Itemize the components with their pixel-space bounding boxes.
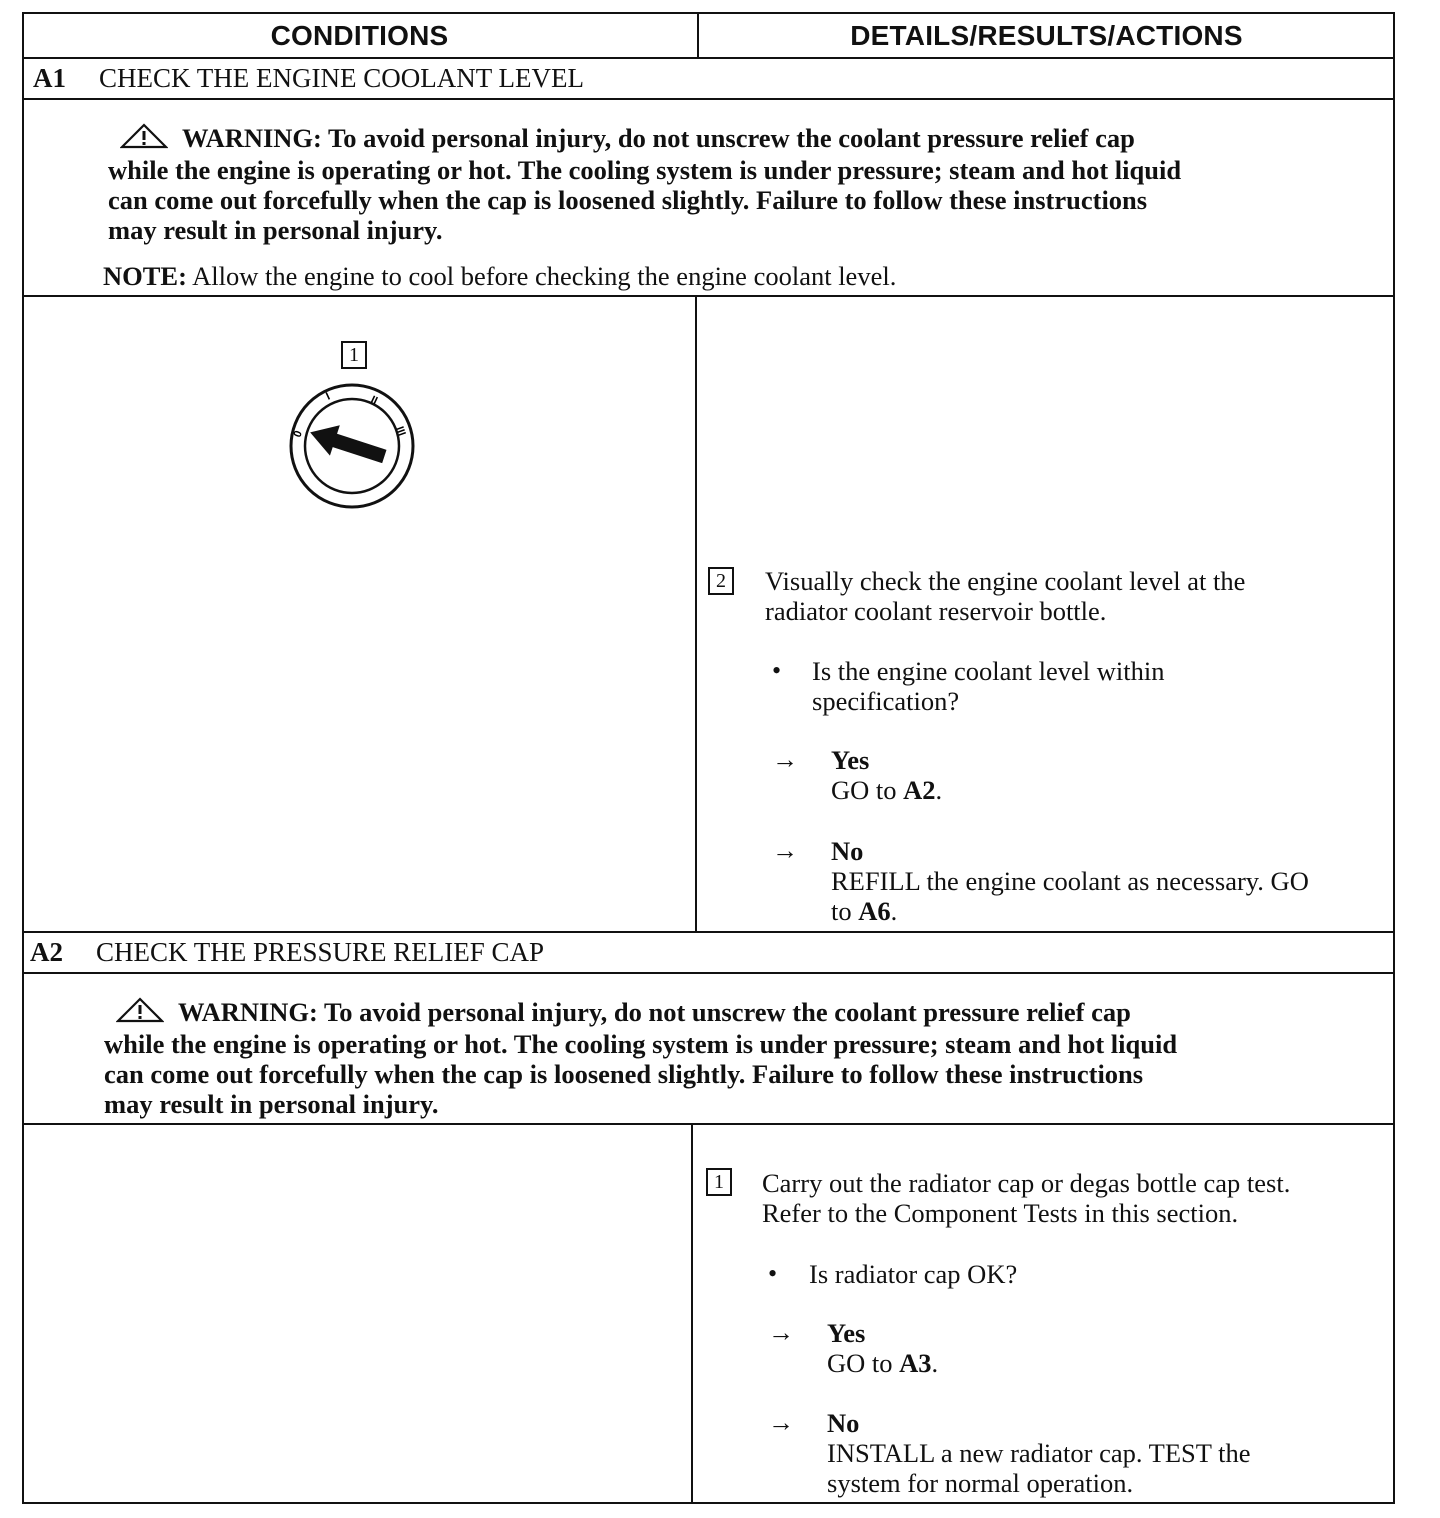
step-number-a2: 1 [706,1168,732,1196]
section-a2-title [30,932,544,972]
rule-a1-divider [695,295,697,932]
dial-label-2: II [368,393,380,408]
section-title-text: CHECK THE PRESSURE RELIEF CAP [96,937,545,967]
note-text: Allow the engine to cool before checking the engine coolant level. [192,261,897,291]
step-reference: A6 [858,896,891,926]
step-reference: A2 [903,775,936,805]
rule-a2-title [22,972,1395,974]
warning-triangle-icon [116,997,164,1029]
ignition-dial-figure [286,380,418,512]
column-header-conditions: CONDITIONS [270,20,449,51]
bullet-icon: • [772,656,782,685]
section-id: A1 [33,63,66,93]
note-a1 [103,260,896,292]
section-a1-title [33,58,584,98]
arrow-icon: → [772,745,798,774]
warning-line: WARNING: To avoid personal injury, do not unscrew the coolant pressure relief cap [104,997,1354,1029]
dial-pointer-arrow [305,417,389,472]
dial-label-0: 0 [291,429,305,440]
section-id: A2 [30,937,63,967]
warning-line: can come out forcefully when the cap is loosened slightly. Failure to follow these instructions [108,185,1148,215]
answer-label: No [827,1408,860,1438]
answer-label: Yes [827,1318,866,1348]
warning-triangle-icon [120,123,168,155]
arrow-icon: → [768,1408,794,1437]
instruction-a1: Visually check the engine coolant level at the radiator coolant reservoir bottle. [765,566,1246,626]
arrow-icon: → [768,1318,794,1347]
answer-yes-a2: Yes GO to A3. [827,1318,939,1378]
answer-label: No [831,836,864,866]
instruction-a2: Carry out the radiator cap or degas bottle cap test. Refer to the Component Tests in this section. [762,1168,1291,1228]
dial-label-3: III [393,424,408,438]
question-a1: Is the engine coolant level within specification? [812,656,1165,716]
rule-a1-title [22,98,1395,100]
bullet-icon: • [768,1259,778,1288]
rule-a2-warning [22,1123,1395,1125]
column-header-details: DETAILS/RESULTS/ACTIONS [850,20,1243,51]
question-a2: Is radiator cap OK? [809,1259,1018,1289]
answer-no-a2: No INSTALL a new radiator cap. TEST the system for normal operation. [827,1408,1251,1498]
warning-a1 [108,123,1358,245]
answer-label: Yes [831,745,870,775]
warning-line: may result in personal injury. [108,215,443,245]
warning-line: can come out forcefully when the cap is loosened slightly. Failure to follow these instructions [104,1059,1144,1089]
answer-no-a1: No REFILL the engine coolant as necessary. GO to A6. [831,836,1309,926]
rule-a2-divider [691,1123,693,1504]
answer-yes-a1: Yes GO to A2. [831,745,943,805]
rule-a1-warning [22,295,1395,297]
warning-a2 [104,997,1354,1119]
dial-label-1: I [324,390,333,403]
warning-line: while the engine is operating or hot. The cooling system is under pressure; steam and hot liquid [104,1029,1178,1059]
figure-step-number: 1 [341,341,367,369]
warning-line: while the engine is operating or hot. The cooling system is under pressure; steam and hot liquid [108,155,1182,185]
step-reference: A3 [899,1348,932,1378]
note-label: NOTE: [103,261,187,291]
section-title-text: CHECK THE ENGINE COOLANT LEVEL [99,63,584,93]
arrow-icon: → [772,836,798,865]
step-number-a1: 2 [708,567,734,595]
warning-line: WARNING: To avoid personal injury, do not unscrew the coolant pressure relief cap [108,123,1358,155]
warning-line: may result in personal injury. [104,1089,439,1119]
